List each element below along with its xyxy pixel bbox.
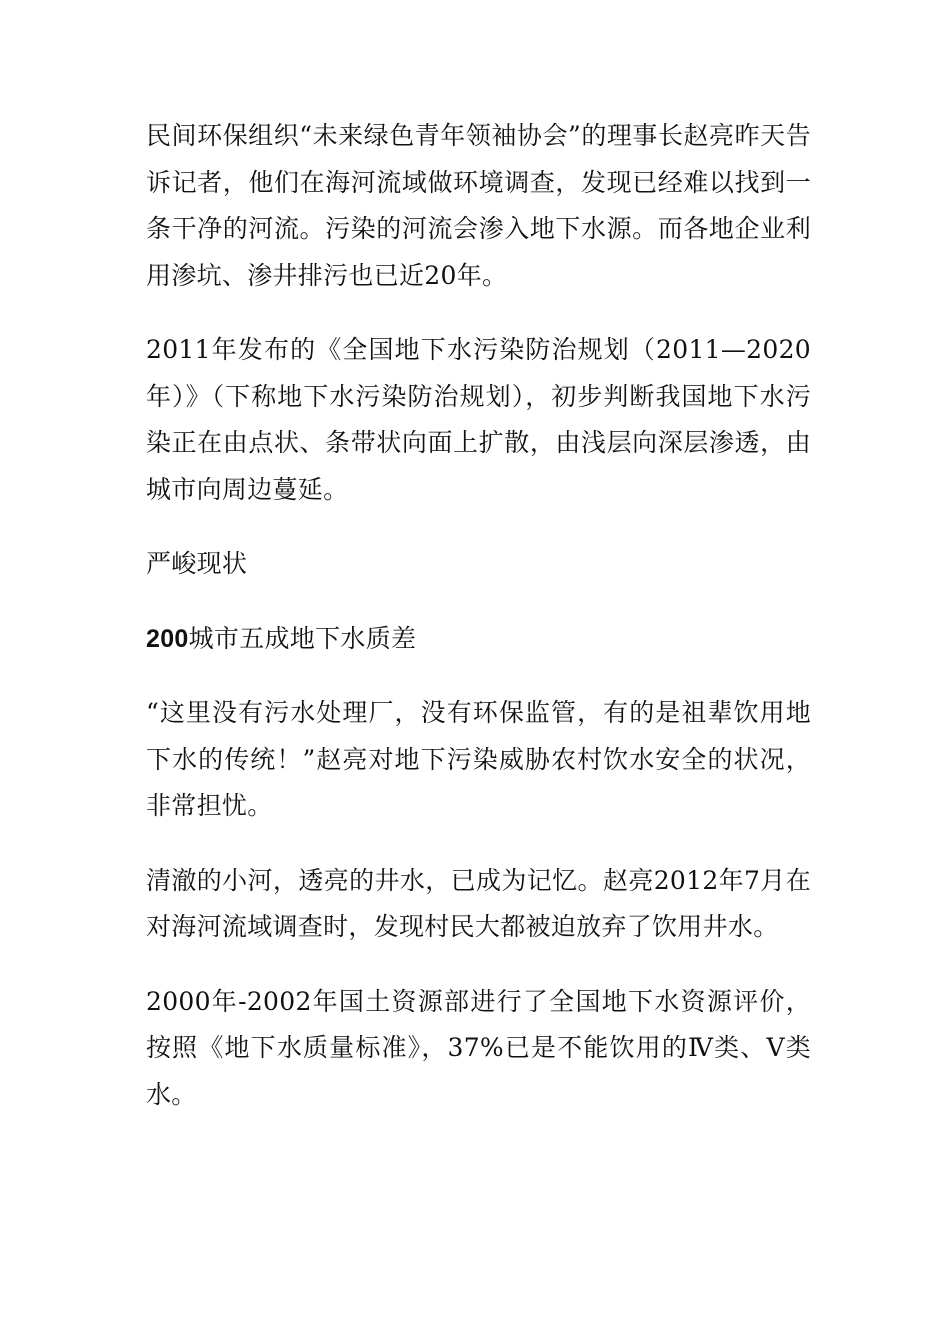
- paragraph-5: 2000年-2002年国土资源部进行了全国地下水资源评价，按照《地下水质量标准》，37%已是不能饮用的Ⅳ类、Ⅴ类水。: [146, 986, 811, 1109]
- paragraph-2: 2011年发布的《全国地下水污染防治规划（2011—2020年）》（下称地下水污染防治规划），初步判断我国地下水污染正在由点状、条带状向面上扩散，由浅层向深层渗透，由城市向周边蔓延。: [146, 335, 811, 504]
- section-subheading: [146, 616, 811, 663]
- section-heading: 严峻现状: [146, 549, 248, 578]
- subheading-text: 城市五成地下水质差: [188, 623, 417, 653]
- subheading-number: 200: [146, 624, 189, 653]
- paragraph-4: 清澈的小河，透亮的井水，已成为记忆。赵亮2012年7月在对海河流域调查时，发现村民大都被迫放弃了饮用井水。: [146, 865, 811, 941]
- document-body: [146, 113, 811, 1146]
- paragraph-3: “这里没有污水处理厂，没有环保监管，有的是祖辈饮用地下水的传统！”赵亮对地下污染威胁农村饮水安全的状况，非常担忧。: [146, 698, 811, 820]
- paragraph-1: 民间环保组织“未来绿色青年领袖协会”的理事长赵亮昨天告诉记者，他们在海河流域做环境调查，发现已经难以找到一条干净的河流。污染的河流会渗入地下水源。而各地企业利用渗坑、渗井排污也已近20年。: [146, 121, 811, 290]
